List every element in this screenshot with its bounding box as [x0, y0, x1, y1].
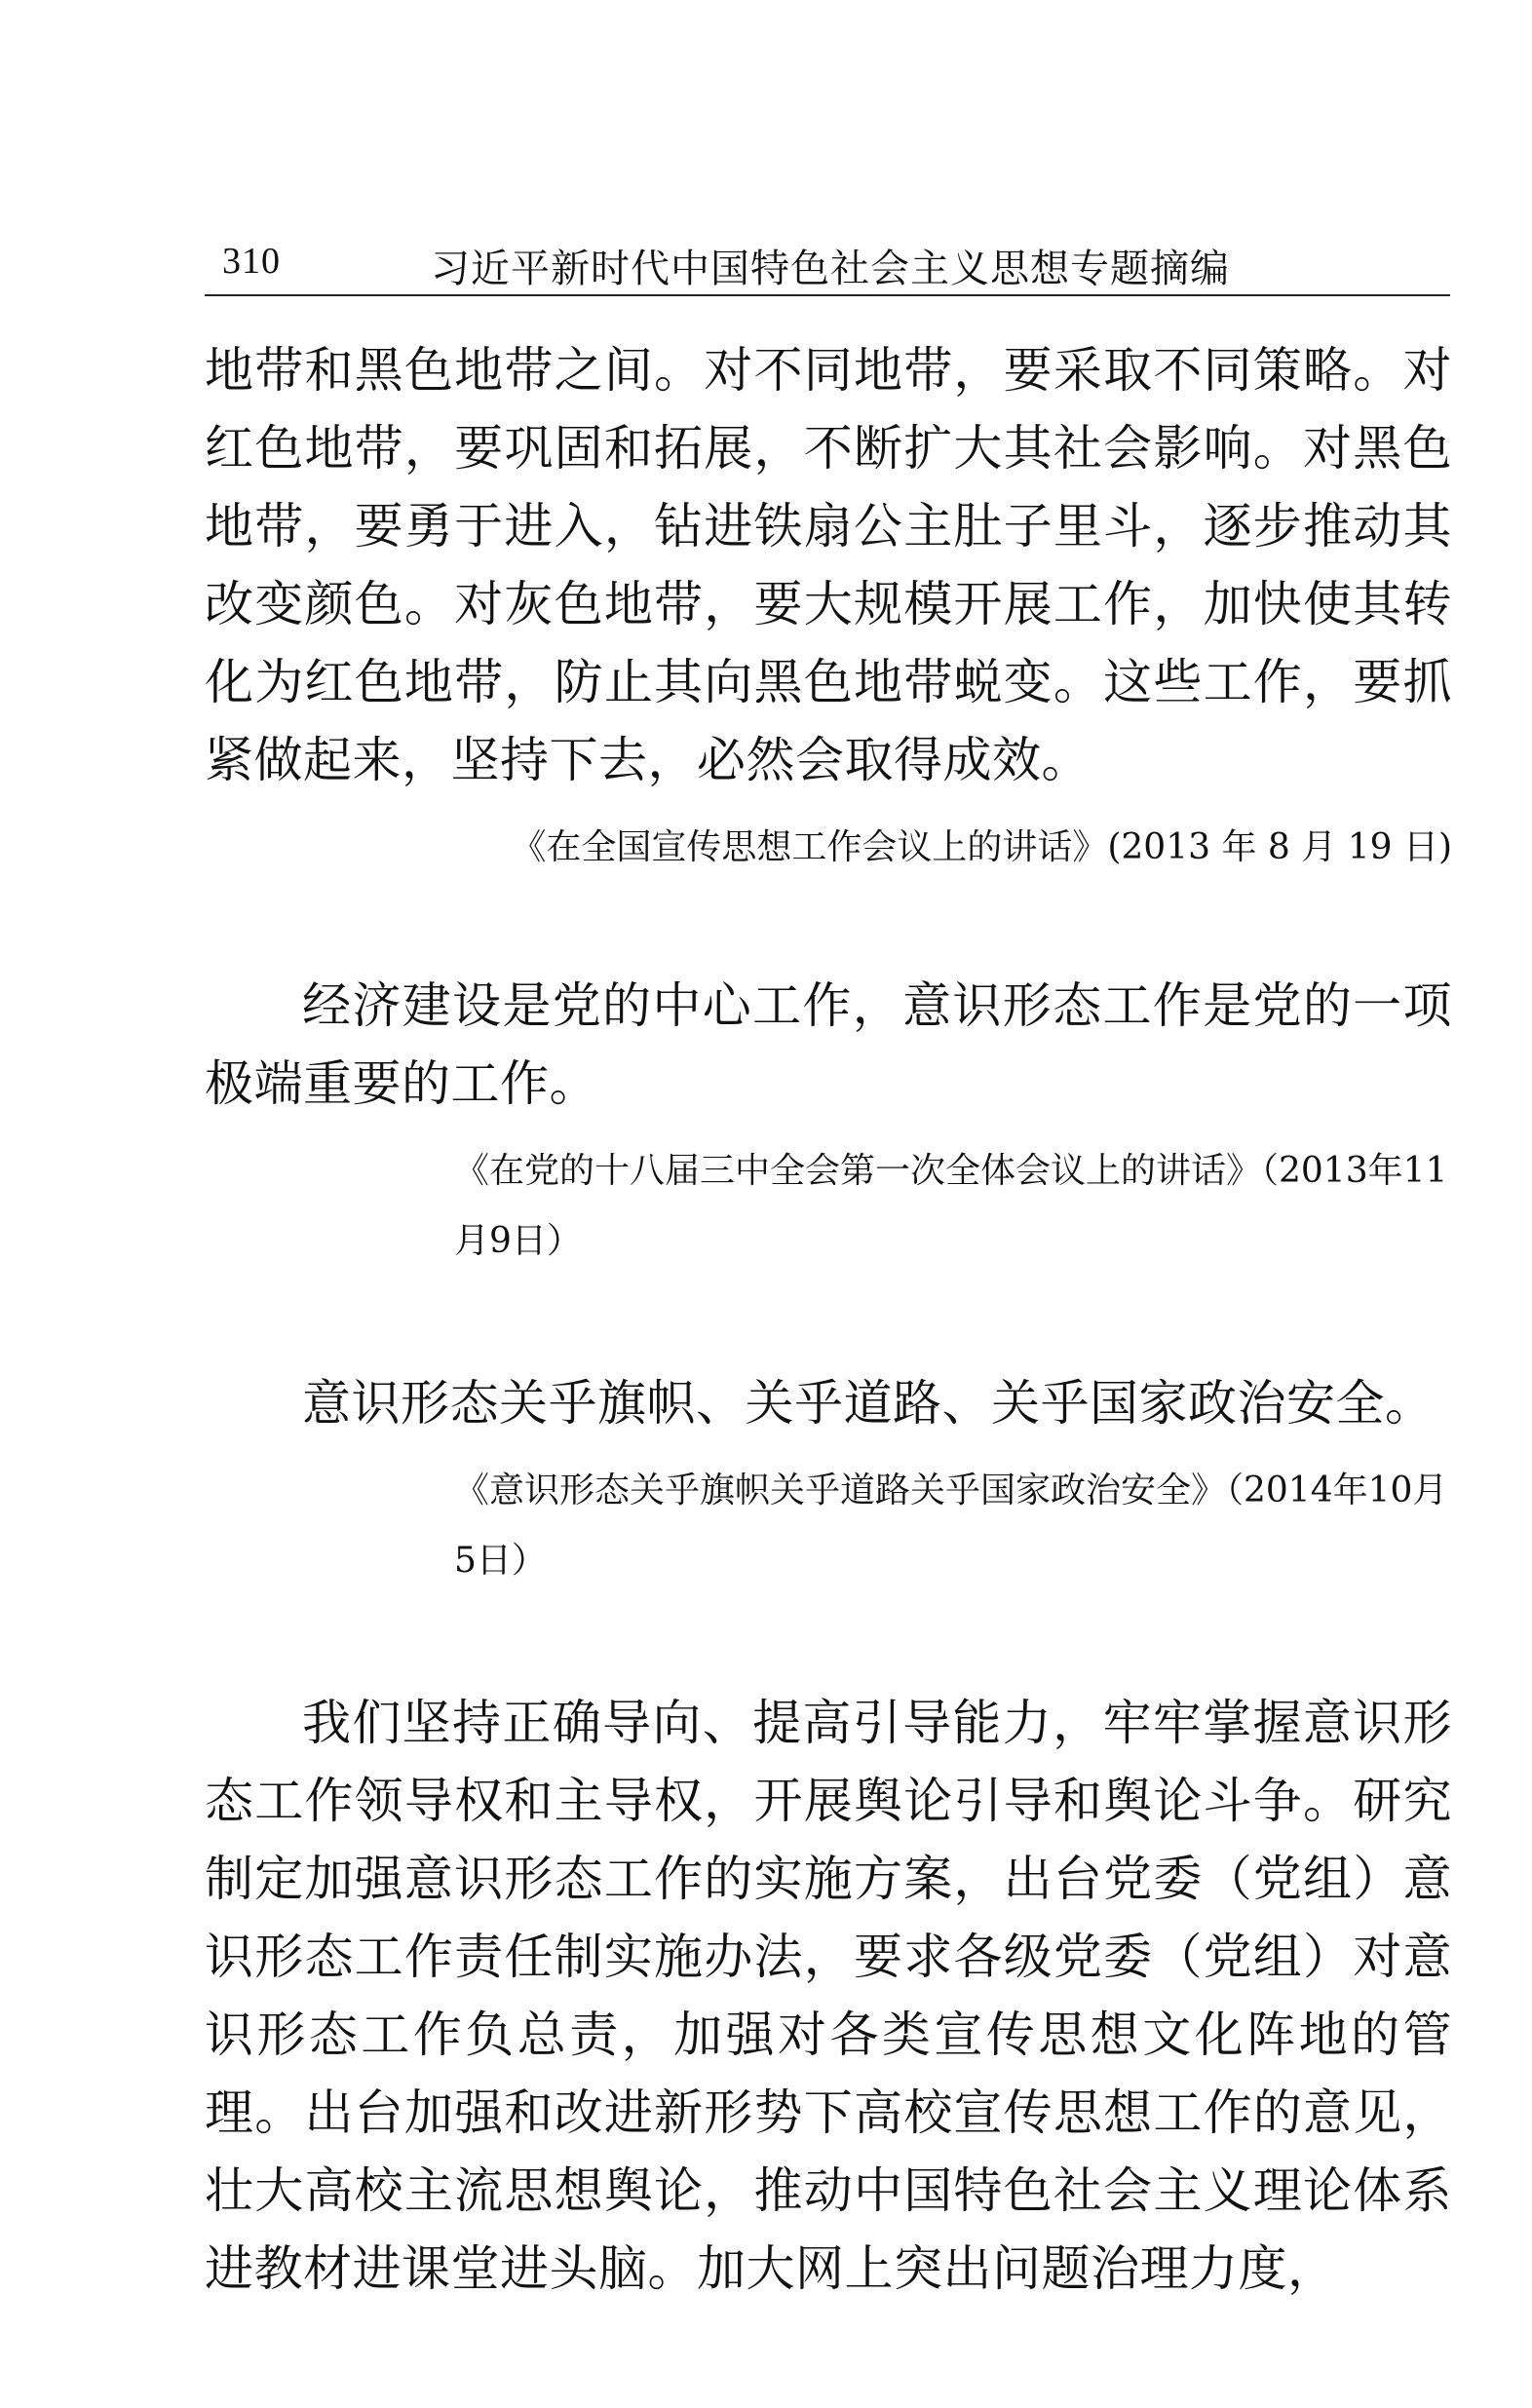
paragraph-1: 地带和黑色地带之间。对不同地带，要采取不同策略。对红色地带，要巩固和拓展，不断扩大其社会影响。对黑色地带，要勇于进入，钻进铁扇公主肚子里斗，逐步推动其改变颜色。对灰色地带，要大规模开展工作，加快使其转化为红色地带，防止其向黑色地带蜕变。这些工作，要抓紧做起来，坚持下去，必然会取得成效。 [205, 342, 1452, 788]
running-header [205, 226, 1450, 296]
book-title: 习近平新时代中国特色社会主义思想专题摘编 [431, 247, 1230, 291]
source-citation-1: 《在全国宣传思想工作会议上的讲话》(2013 年 8 月 19 日) [511, 827, 1452, 867]
section-gap [205, 1596, 1452, 1684]
source-citation-3: 《意识形态关乎旗帜关乎道路关乎国家政治安全》（2014年10月5日） [454, 1471, 1448, 1581]
section-gap [205, 883, 1452, 967]
paragraph-3: 意识形态关乎旗帜、关乎道路、关乎国家政治安全。 [302, 1375, 1435, 1432]
page-body [205, 331, 1452, 2308]
paragraph-2: 经济建设是党的中心工作，意识形态工作是党的一项极端重要的工作。 [205, 977, 1452, 1112]
paragraph-4: 我们坚持正确导向、提高引导能力，牢牢掌握意识形态工作领导权和主导权，开展舆论引导和舆论斗争。研究制定加强意识形态工作的实施方案，出台党委（党组）意识形态工作责任制实施办法，要求各级党委（党组）对意识形态工作负总责，加强对各类宣传思想文化阵地的管理。出台加强和改进新形势下高校宣传思想工作的意见，壮大高校主流思想舆论，推动中国特色社会主义理论体系进教材进课堂进头脑。加大网上突出问题治理力度， [205, 1695, 1452, 2297]
page-number: 310 [222, 241, 281, 282]
source-citation-2: 《在党的十八届三中全会第一次全体会议上的讲话》（2013年11月9日） [454, 1151, 1448, 1261]
section-gap [205, 1277, 1452, 1364]
